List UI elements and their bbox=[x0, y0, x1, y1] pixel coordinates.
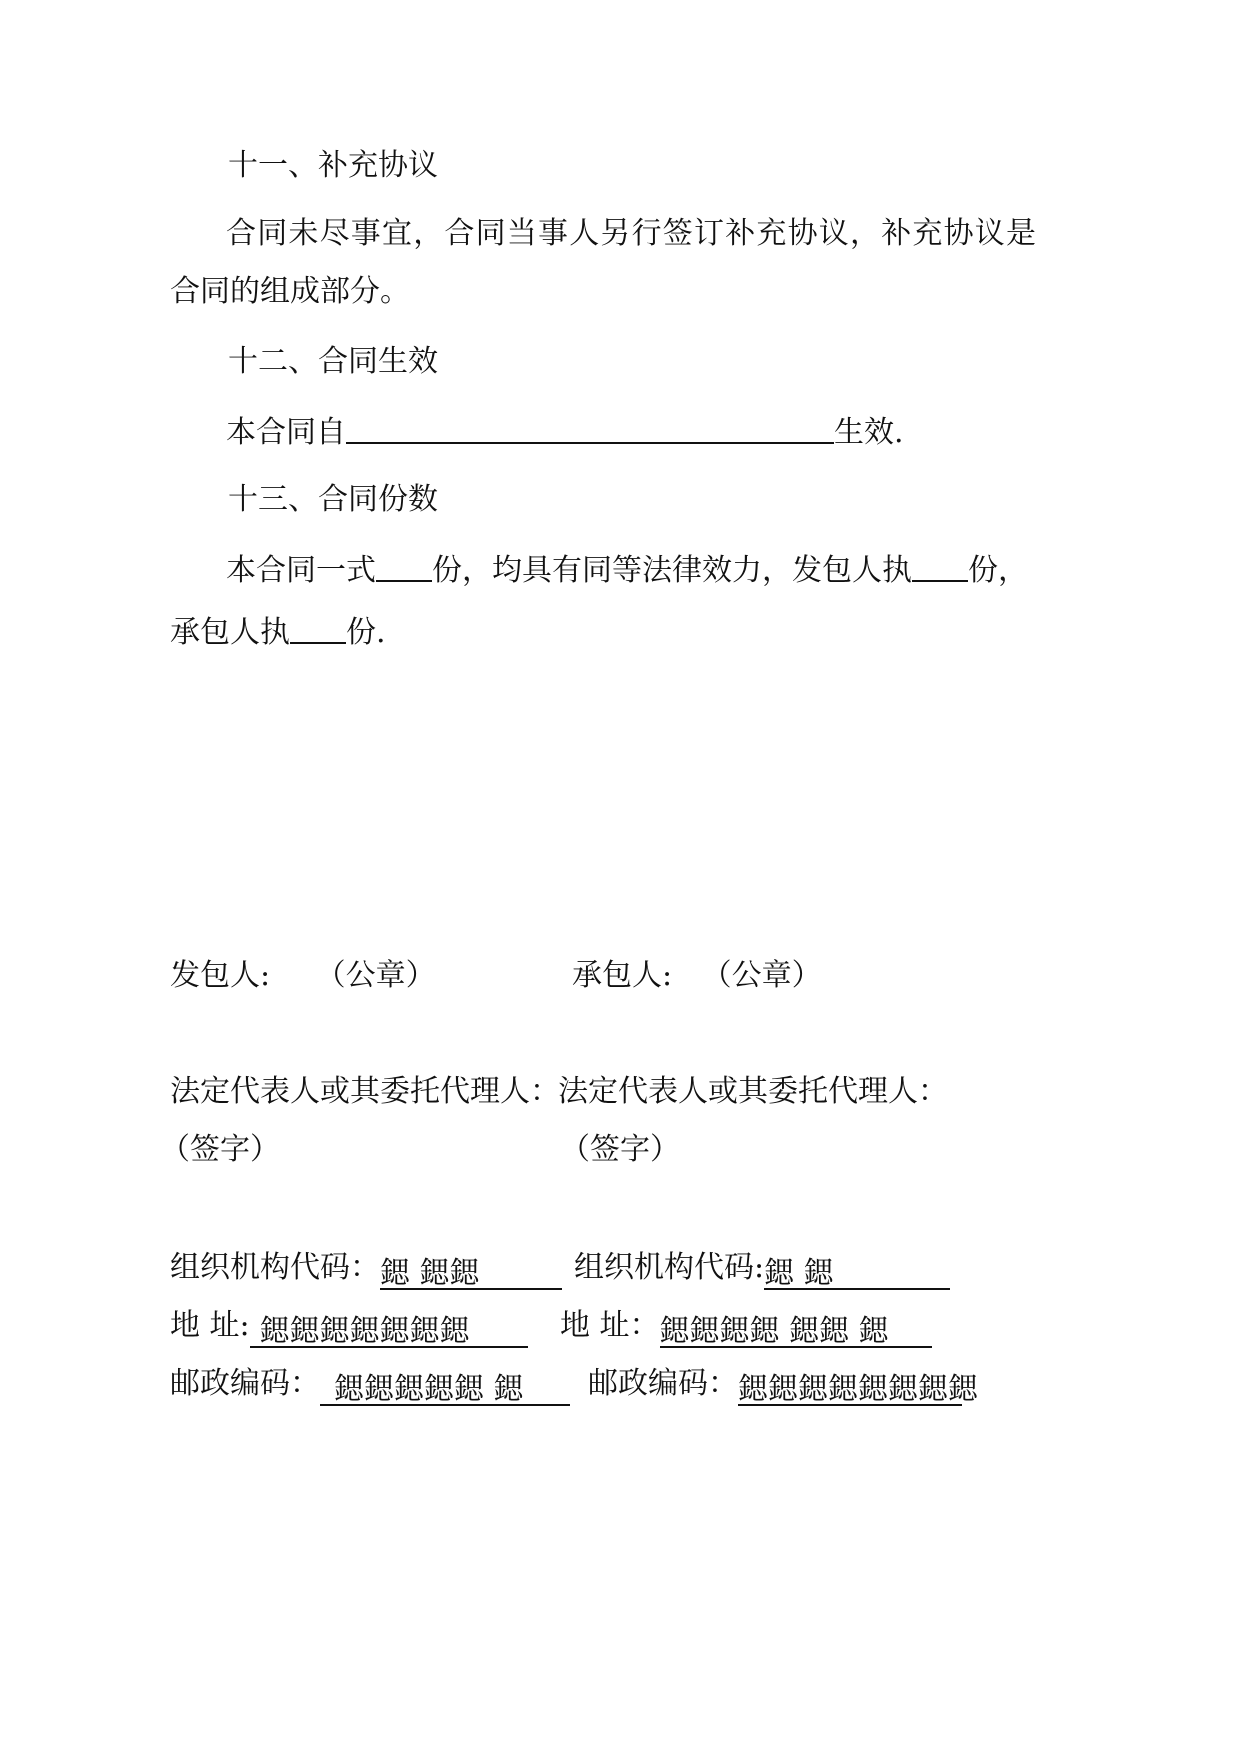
effective-prefix: 本合同自 bbox=[226, 415, 346, 450]
contractor-label-text: 承包人: bbox=[572, 958, 673, 993]
section-13-paragraph-line2 bbox=[170, 612, 386, 653]
employer-address-value: 鍶鍶鍶鍶鍶鍶鍶 bbox=[259, 1314, 470, 1349]
employer-org-code-value: 鍶 鍶鍶 bbox=[380, 1256, 480, 1291]
section-12-paragraph bbox=[226, 412, 904, 453]
contractor-label bbox=[572, 956, 822, 996]
contractor-postcode-field[interactable] bbox=[738, 1370, 978, 1407]
contractor-representative-label: 法定代表人或其委托代理人： bbox=[558, 1074, 948, 1109]
contractor-org-code-value: 鍶 鍶 bbox=[764, 1256, 834, 1291]
contractor-postcode-value: 鍶鍶鍶鍶鍶鍶鍶鍶 bbox=[738, 1372, 978, 1407]
employer-address bbox=[170, 1306, 528, 1348]
section-13-paragraph-line1 bbox=[226, 550, 1028, 591]
section-11-paragraph-line1: 合同未尽事宜，合同当事人另行签订补充协议，补充协议是 bbox=[226, 216, 1038, 251]
employer-org-code-label: 组织机构代码： bbox=[170, 1250, 380, 1285]
contractor-address-field[interactable] bbox=[660, 1312, 932, 1348]
employer-seal: （公章） bbox=[315, 958, 436, 993]
employer-address-label: 地 址: bbox=[170, 1308, 250, 1343]
effective-date-blank[interactable] bbox=[346, 412, 834, 444]
employer-postcode-field[interactable] bbox=[320, 1370, 570, 1406]
employer-label-text: 发包人: bbox=[170, 958, 271, 993]
employer-postcode-value: 鍶鍶鍶鍶鍶 鍶 bbox=[334, 1372, 524, 1407]
copies-text-b: 份，均具有同等法律效力，发包人执 bbox=[432, 553, 912, 588]
section-11-paragraph-line2: 合同的组成部分。 bbox=[170, 274, 410, 309]
contractor-address-value: 鍶鍶鍶鍶 鍶鍶 鍶 bbox=[659, 1314, 889, 1349]
employer-copies-blank[interactable] bbox=[912, 550, 968, 582]
section-12-heading: 十二、合同生效 bbox=[228, 344, 438, 379]
contractor-copies-blank[interactable] bbox=[290, 612, 346, 644]
copies-text-d: 承包人执 bbox=[170, 615, 290, 650]
contractor-org-code-field[interactable] bbox=[764, 1254, 950, 1290]
employer-label bbox=[170, 956, 436, 996]
section-11-heading: 十一、补充协议 bbox=[228, 148, 438, 183]
contractor-address bbox=[560, 1306, 932, 1348]
effective-suffix: 生效. bbox=[834, 415, 904, 450]
employer-org-code bbox=[170, 1248, 562, 1290]
copies-text-c: 份， bbox=[968, 553, 1028, 588]
contractor-seal: （公章） bbox=[701, 958, 822, 993]
employer-address-field[interactable] bbox=[250, 1312, 528, 1348]
contractor-signature: （签字） bbox=[560, 1132, 680, 1167]
employer-signature: （签字） bbox=[160, 1132, 280, 1167]
employer-postcode bbox=[170, 1364, 570, 1406]
section-13-heading: 十三、合同份数 bbox=[228, 482, 438, 517]
contractor-postcode-label: 邮政编码： bbox=[588, 1366, 738, 1401]
employer-postcode-label: 邮政编码： bbox=[170, 1366, 320, 1401]
employer-representative-label: 法定代表人或其委托代理人： bbox=[170, 1074, 560, 1109]
contractor-postcode bbox=[588, 1364, 978, 1407]
copies-text-e: 份. bbox=[346, 615, 386, 650]
contractor-org-code-label: 组织机构代码: bbox=[574, 1250, 765, 1285]
copies-text-a: 本合同一式 bbox=[226, 553, 376, 588]
employer-org-code-field[interactable] bbox=[380, 1254, 562, 1290]
contractor-address-label: 地 址： bbox=[560, 1308, 660, 1343]
contractor-org-code bbox=[574, 1248, 950, 1290]
total-copies-blank[interactable] bbox=[376, 550, 432, 582]
